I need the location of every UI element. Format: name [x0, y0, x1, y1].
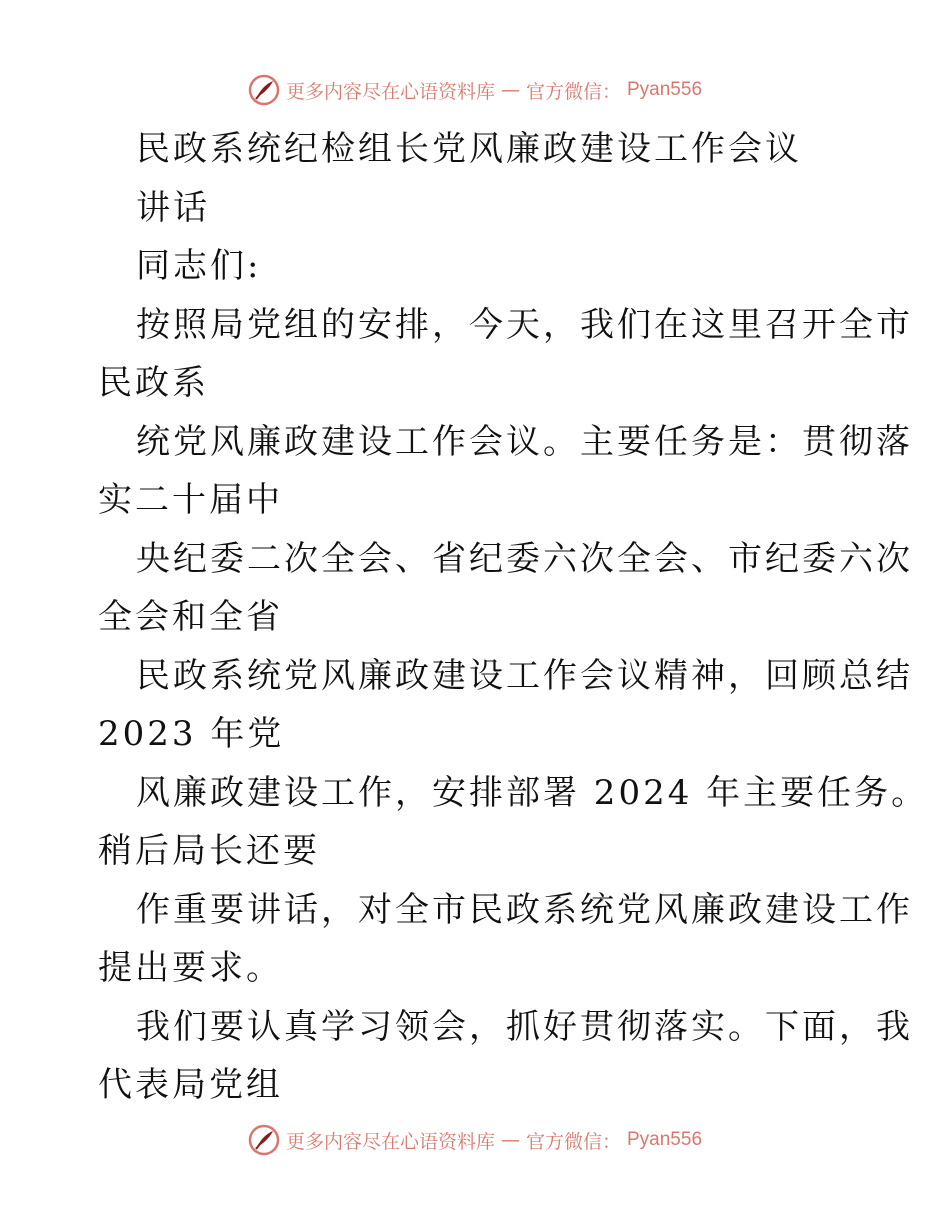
- doc-line: 同志们:: [136, 246, 262, 286]
- doc-line: 央纪委二次全会、省纪委六次全会、市纪委六次: [136, 538, 913, 579]
- watermark-separator: —: [500, 79, 520, 101]
- doc-line: 统党风廉政建设工作会议。主要任务是：贯彻落: [136, 421, 913, 462]
- doc-line: 我们要认真学习领会，抓好贯彻落实。下面，我: [136, 1006, 913, 1047]
- watermark-footer: [0, 1120, 950, 1160]
- watermark-main-text: 更多内容尽在心语资料库: [285, 1130, 495, 1153]
- document-body: [98, 120, 929, 1115]
- watermark-separator: —: [500, 1129, 520, 1151]
- watermark-contact-label: 官方微信：: [525, 1130, 621, 1153]
- doc-line: 民政系: [98, 363, 209, 403]
- watermark-main-text: 更多内容尽在心语资料库: [285, 80, 495, 103]
- doc-line: 民政系统党风廉政建设工作会议精神，回顾总结: [136, 655, 913, 696]
- doc-line: 稍后局长还要: [98, 831, 320, 871]
- quill-logo-icon: [248, 1124, 280, 1156]
- quill-logo-icon: [248, 74, 280, 106]
- doc-line: 民政系统纪检组长党风廉政建设工作会议: [136, 129, 802, 169]
- doc-line: 提出要求。: [98, 948, 283, 988]
- watermark-contact-id: Pyan556: [627, 1129, 703, 1150]
- doc-line: 实二十届中: [98, 480, 283, 520]
- doc-line: 代表局党组: [98, 1065, 283, 1105]
- watermark-contact-label: 官方微信：: [525, 80, 621, 103]
- doc-line: 按照局党组的安排，今天，我们在这里召开全市: [136, 304, 913, 345]
- doc-line: 全会和全省: [98, 597, 283, 637]
- doc-line: 作重要讲话，对全市民政系统党风廉政建设工作: [136, 889, 913, 930]
- watermark-header: [0, 70, 950, 110]
- doc-line: 讲话: [136, 187, 210, 228]
- doc-line: 风廉政建设工作，安排部署 2024 年主要任务。: [136, 772, 929, 813]
- watermark-contact-id: Pyan556: [627, 79, 703, 100]
- doc-line: 2023 年党: [98, 714, 285, 754]
